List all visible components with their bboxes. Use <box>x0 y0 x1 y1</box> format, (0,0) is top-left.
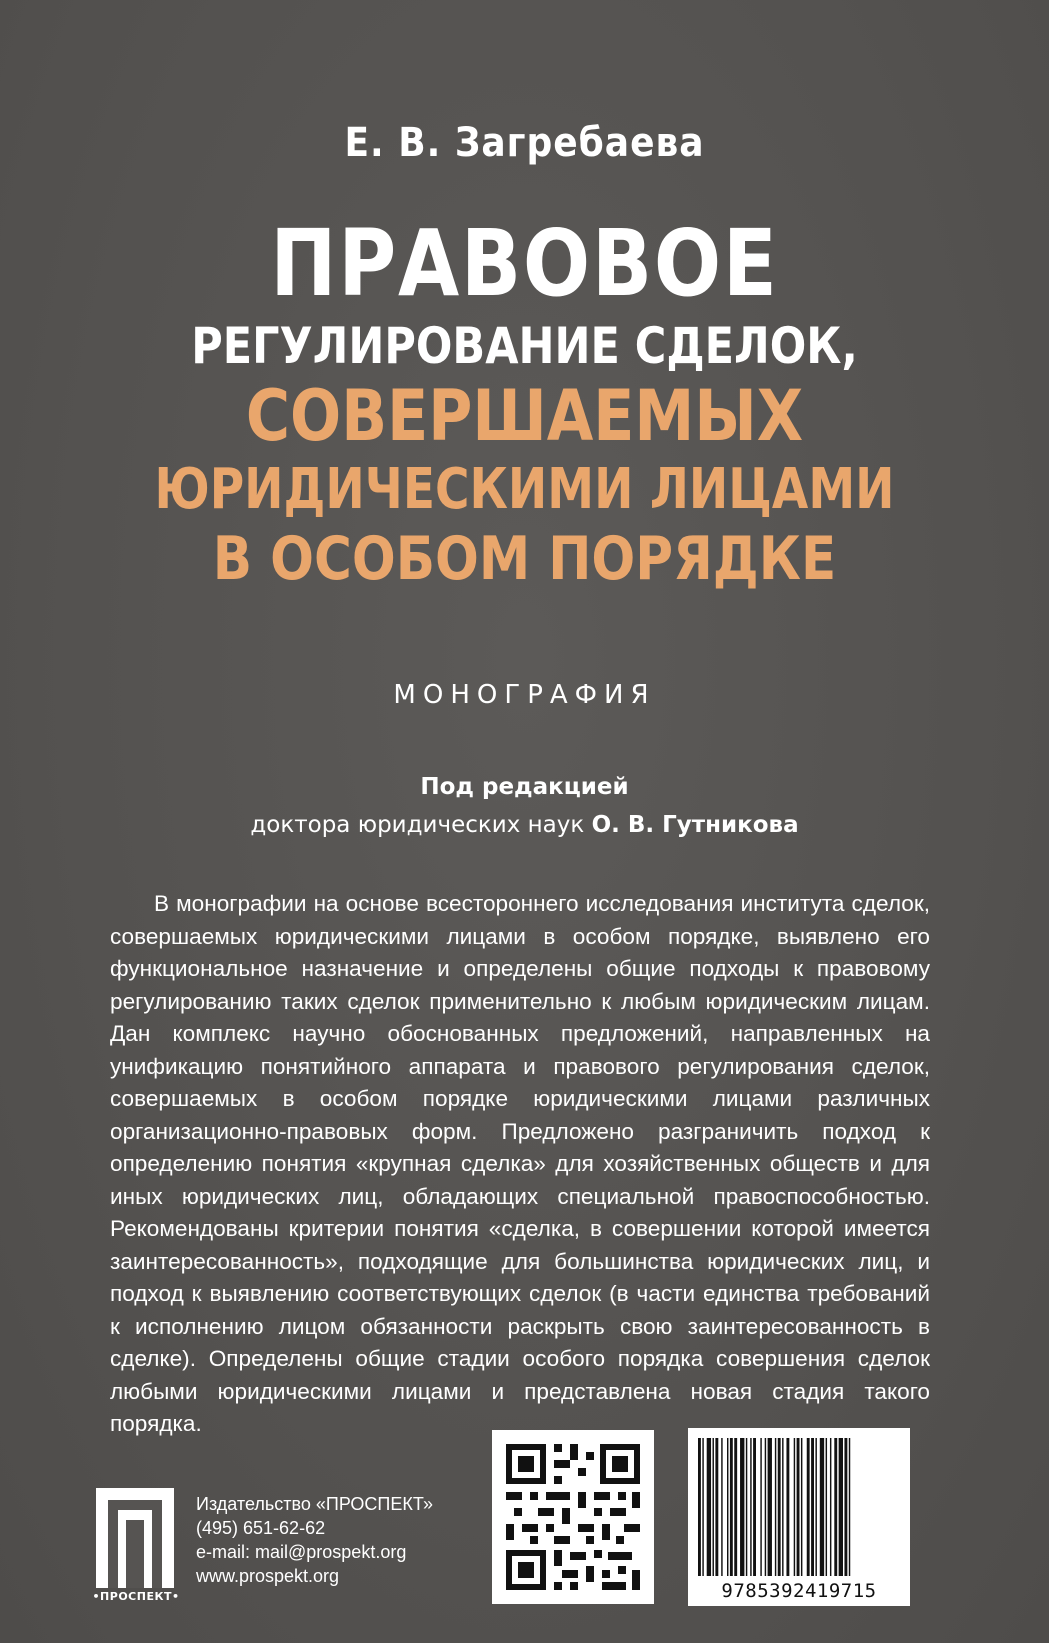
publisher-name: Издательство «ПРОСПЕКТ» <box>196 1494 434 1514</box>
publisher-website: www.prospekt.org <box>196 1566 340 1586</box>
logo-label: •ПРОСПЕКТ• <box>92 1590 180 1603</box>
title-line-4: ЮРИДИЧЕСКИМИ ЛИЦАМИ <box>154 457 895 522</box>
editor-name: О. В. Гутникова <box>591 812 799 838</box>
title-line-3: СОВЕРШАЕМЫХ <box>245 375 804 457</box>
barcode-icon <box>688 1428 910 1606</box>
editor-label: Под редакцией <box>420 774 629 800</box>
book-title <box>0 212 1049 594</box>
qr-code-icon <box>492 1430 654 1604</box>
isbn-number: 9785392419715 <box>721 1580 877 1602</box>
editor-line <box>0 806 1049 844</box>
publisher-phone: (495) 651-62-62 <box>196 1518 326 1538</box>
title-line-2: РЕГУЛИРОВАНИЕ СДЕЛОК, <box>191 317 858 375</box>
publisher-info <box>196 1492 433 1588</box>
publisher-email: e-mail: mail@prospekt.org <box>196 1542 407 1562</box>
title-line-5: В ОСОБОМ ПОРЯДКЕ <box>212 524 837 594</box>
editor-block <box>0 768 1049 844</box>
abstract-text: В монографии на основе всестороннего исследования института сделок, совершаемых юридическими лицами в особом порядке, выявлено его функциональное назначение и определены общие подходы к правовому регулированию таких сделок применительно к любым юридическим лицам. Дан комплекс научно обоснованных предложений, направленных на унификацию понятийного аппарата и правового регулирования сделок, совершаемых в особом порядке юридическими лицами различных организационно-правовых форм. Предложено разграничить подход к определению понятия «крупная сделка» для хозяйственных обществ и для иных юридических лиц, обладающих специальной правоспособностью. Рекомендованы критерии понятия «сделка, в совершении которой имеется заинтересованность», подходящие для большинства юридических лиц, и подход к выявлению соответствующих сделок (в части единства требований к исполнению лицом обязанности раскрыть свою заинтересованность в сделке). Определены общие стадии особого порядка совершения сделок любыми юридическими лицами и представлена новая стадия такого порядка. <box>110 891 930 1436</box>
prospekt-logo-icon <box>92 1480 178 1590</box>
editor-degree: доктора юридических наук <box>250 812 592 838</box>
title-line-1: ПРАВОВОЕ <box>270 210 779 317</box>
genre-label: МОНОГРАФИЯ <box>393 680 656 710</box>
author-name: Е. В. Загребаева <box>344 120 705 166</box>
